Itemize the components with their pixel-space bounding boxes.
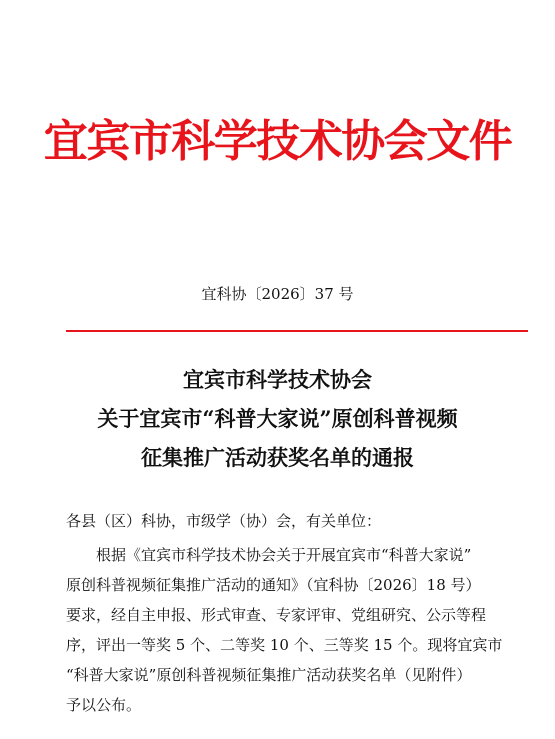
red-divider bbox=[66, 330, 528, 332]
body-line: 原创科普视频征集推广活动的通知》（宜科协〔2026〕18 号） bbox=[66, 576, 481, 594]
body-line: 根据《宜宾市科学技术协会关于开展宜宾市“科普大家说” bbox=[96, 546, 472, 564]
title-line-3: 征集推广活动获奖名单的通报 bbox=[141, 445, 414, 470]
title-line-2: 关于宜宾市“科普大家说”原创科普视频 bbox=[97, 406, 458, 431]
body-line: 要求，经自主申报、形式审查、专家评审、党组研究、公示等程 bbox=[66, 606, 487, 624]
title-line-1: 宜宾市科学技术协会 bbox=[183, 367, 372, 392]
body-line: “科普大家说”原创科普视频征集推广活动获奖名单（见附件） bbox=[66, 666, 472, 684]
document-masthead: 宜宾市科学技术协会文件 bbox=[43, 116, 512, 167]
document-number: 宜科协〔2026〕37 号 bbox=[201, 285, 354, 303]
salutation: 各县（区）科协，市级学（协）会，有关单位： bbox=[66, 512, 382, 530]
body-line: 序，评出一等奖 5 个、二等奖 10 个、三等奖 15 个。现将宜宾市 bbox=[66, 636, 503, 654]
body-line: 予以公布。 bbox=[66, 696, 142, 714]
